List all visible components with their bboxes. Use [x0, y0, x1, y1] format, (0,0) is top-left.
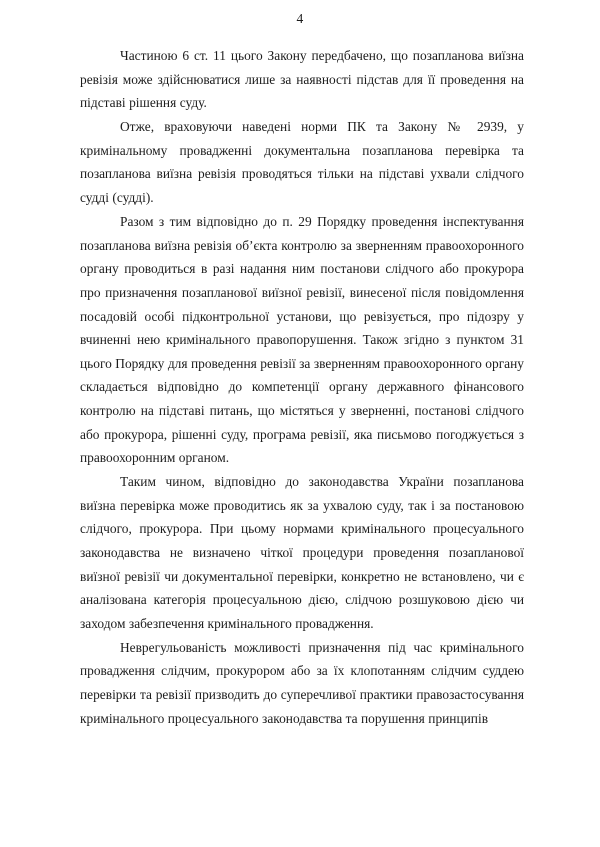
paragraph: Отже, враховуючи наведені норми ПК та Закону № 2939, у кримінальному провадженні документальна позапланова перевірка та позапланова виїзна ревізія проводяться тільки на підставі ухвали слідчого судді (судді).	[80, 119, 524, 206]
paragraph: Разом з тим відповідно до п. 29 Порядку проведення інспектування позапланова виїзна ревізія об’єкта контролю за зверненням правоохоронного органу проводиться в разі надання ним постанови слідчого або прокурора про призначення позапланової виїзної ревізії, винесеної після повідомлення посадовій особі підконтрольної установи, що ревізується, про підозру у вчиненні нею кримінального правопорушення. Також згідно з пунктом 31 цього Порядку для проведення ревізії за зверненням правоохоронного органу складається відповідно до компетенції органу державного фінансового контролю на підставі питань, що містяться у зверненні, постанові слідчого або прокурора, рішенні суду, програма ревізії, яка письмово погоджується з правоохоронним органом.	[80, 214, 524, 466]
paragraph: Неврегульованість можливості призначення під час кримінального провадження слідчим, прокурором або за їх клопотанням слідчим суддею перевірки та ревізії призводить до суперечливої практики правозастосування кримінального процесуального законодавства та порушення принципів	[80, 639, 524, 726]
paragraph: Таким чином, відповідно до законодавства України позапланова виїзна перевірка може проводитись як за ухвалою суду, так і за постановою слідчого, прокурора. При цьому нормами кримінального процесуального законодавства не визначено чіткої процедури проведення позапланової виїзної ревізії чи документальної перевірки, конкретно не встановлено, чи є аналізована категорія процесуальною дією, слідчою розшуковою дією чи заходом забезпечення кримінального провадження.	[80, 474, 524, 631]
page-number: 4	[296, 11, 304, 26]
paragraph: Частиною 6 ст. 11 цього Закону передбачено, що позапланова виїзна ревізія може здійснюватися лише за наявності підстав для її проведення на підставі рішення суду.	[80, 48, 524, 111]
document-body	[80, 44, 524, 730]
